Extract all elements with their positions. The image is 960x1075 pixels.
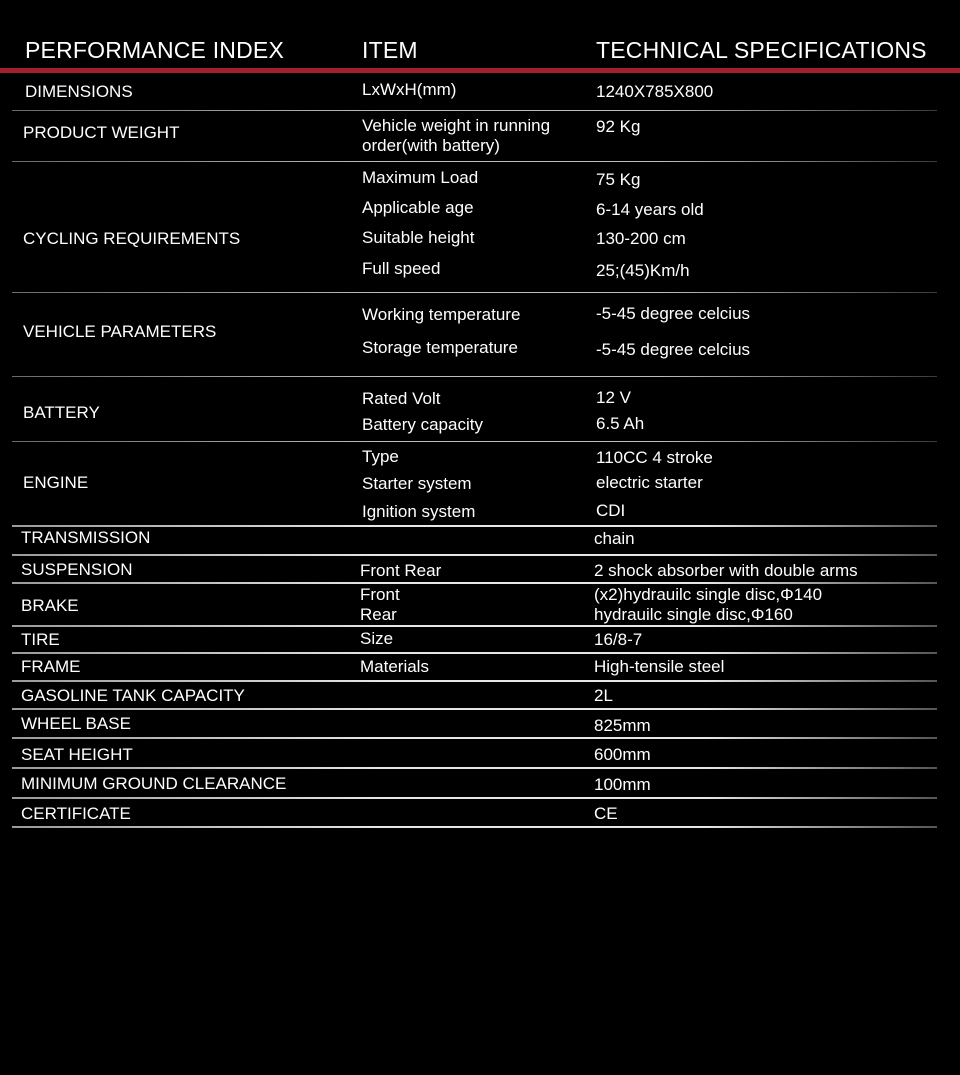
battery-item: Battery capacity <box>362 415 483 434</box>
dimensions-category: DIMENSIONS <box>25 82 133 101</box>
brake-item: Front <box>360 585 400 604</box>
dimensions-value: 1240X785X800 <box>596 82 714 101</box>
engine-category: ENGINE <box>23 473 89 492</box>
product-weight-category: PRODUCT WEIGHT <box>23 123 180 142</box>
cycling-item: Maximum Load <box>362 168 479 187</box>
brake-item: Rear <box>360 605 397 624</box>
product-weight-item-line1: Vehicle weight in running <box>362 116 551 135</box>
header-divider <box>0 68 960 73</box>
tire-category: TIRE <box>21 630 60 649</box>
vehicle-parameters-item: Working temperature <box>362 305 521 324</box>
row-divider <box>12 797 937 799</box>
seat-height-category: SEAT HEIGHT <box>21 745 133 764</box>
suspension-item: Front Rear <box>360 561 442 580</box>
battery-category: BATTERY <box>23 403 100 422</box>
cycling-item: Suitable height <box>362 228 475 247</box>
row-divider <box>12 680 937 682</box>
gasoline-tank-value: 2L <box>594 686 613 705</box>
vehicle-parameters-value: -5-45 degree celcius <box>596 304 751 323</box>
wheel-base-category: WHEEL BASE <box>21 714 131 733</box>
battery-item: Rated Volt <box>362 389 441 408</box>
cycling-value: 25;(45)Km/h <box>596 261 690 280</box>
certificate-category: CERTIFICATE <box>21 804 131 823</box>
brake-value: (x2)hydrauilc single disc,Φ140 <box>594 585 823 604</box>
row-divider <box>12 441 937 442</box>
row-divider <box>12 376 937 377</box>
product-weight-item-line2: order(with battery) <box>362 136 500 155</box>
suspension-value: 2 shock absorber with double arms <box>594 561 858 580</box>
row-divider <box>12 554 937 556</box>
battery-value: 6.5 Ah <box>596 414 645 433</box>
row-divider <box>12 582 937 584</box>
row-divider <box>12 652 937 654</box>
frame-value: High-tensile steel <box>594 657 725 676</box>
gasoline-tank-category: GASOLINE TANK CAPACITY <box>21 686 245 705</box>
engine-item: Starter system <box>362 474 472 493</box>
vehicle-parameters-category: VEHICLE PARAMETERS <box>23 322 217 341</box>
row-divider <box>12 737 937 739</box>
vehicle-parameters-value: -5-45 degree celcius <box>596 340 751 359</box>
frame-item: Materials <box>360 657 429 676</box>
tire-item: Size <box>360 629 394 648</box>
ground-clearance-category: MINIMUM GROUND CLEARANCE <box>21 774 287 793</box>
cycling-category: CYCLING REQUIREMENTS <box>23 229 241 248</box>
certificate-value: CE <box>594 804 618 823</box>
header-performance-index: PERFORMANCE INDEX <box>25 37 284 63</box>
cycling-value: 75 Kg <box>596 170 641 189</box>
row-divider <box>12 292 937 293</box>
engine-value: electric starter <box>596 473 703 492</box>
cycling-value: 130-200 cm <box>596 229 686 248</box>
wheel-base-value: 825mm <box>594 716 651 735</box>
transmission-value: chain <box>594 529 635 548</box>
row-divider <box>12 525 937 527</box>
row-divider <box>12 625 937 627</box>
header-item: ITEM <box>362 37 418 63</box>
dimensions-item: LxWxH(mm) <box>362 80 457 99</box>
row-divider <box>12 708 937 710</box>
row-divider <box>12 767 937 769</box>
frame-category: FRAME <box>21 657 81 676</box>
engine-value: CDI <box>596 501 626 520</box>
cycling-item: Applicable age <box>362 198 474 217</box>
brake-category: BRAKE <box>21 596 79 615</box>
engine-value: 110CC 4 stroke <box>596 448 713 467</box>
tire-value: 16/8-7 <box>594 630 643 649</box>
engine-item: Type <box>362 447 399 466</box>
seat-height-value: 600mm <box>594 745 651 764</box>
product-weight-value: 92 Kg <box>596 117 641 136</box>
cycling-item: Full speed <box>362 259 441 278</box>
brake-value: hydrauilc single disc,Φ160 <box>594 605 793 624</box>
header-technical-specifications: TECHNICAL SPECIFICATIONS <box>596 37 927 63</box>
cycling-value: 6-14 years old <box>596 200 704 219</box>
engine-item: Ignition system <box>362 502 476 521</box>
ground-clearance-value: 100mm <box>594 775 651 794</box>
row-divider <box>12 161 937 162</box>
transmission-category: TRANSMISSION <box>21 528 151 547</box>
row-divider <box>12 826 937 828</box>
row-divider <box>12 110 937 111</box>
suspension-category: SUSPENSION <box>21 560 133 579</box>
battery-value: 12 V <box>596 388 631 407</box>
vehicle-parameters-item: Storage temperature <box>362 338 518 357</box>
